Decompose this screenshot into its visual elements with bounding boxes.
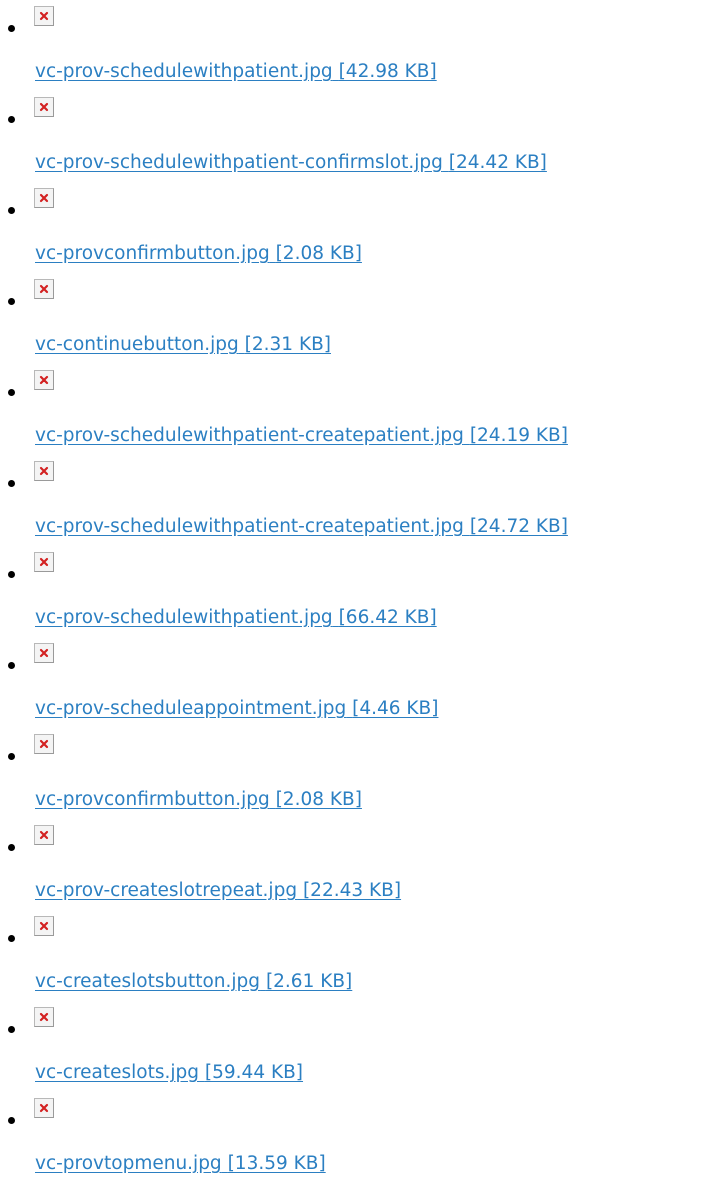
attachment-link[interactable]: vc-prov-schedulewithpatient.jpg [66.42 KB] (35, 607, 437, 628)
list-item (0, 364, 713, 455)
attachment-link[interactable]: vc-provconfirmbutton.jpg [2.08 KB] (35, 789, 362, 810)
attachment-link[interactable]: vc-continuebutton.jpg [2.31 KB] (35, 334, 331, 355)
list-item (0, 1001, 713, 1092)
attachment-link[interactable]: vc-provconfirmbutton.jpg [2.08 KB] (35, 243, 362, 264)
broken-image-icon[interactable] (34, 552, 54, 572)
attachment-link[interactable]: vc-createslots.jpg [59.44 KB] (35, 1062, 304, 1083)
list-item (0, 0, 713, 91)
bullet-icon (8, 935, 15, 942)
broken-image-icon[interactable] (34, 188, 54, 208)
broken-image-icon[interactable] (34, 1007, 54, 1027)
bullet-icon (8, 1117, 15, 1124)
broken-image-icon[interactable] (34, 97, 54, 117)
bullet-icon (8, 571, 15, 578)
list-item (0, 637, 713, 728)
list-item (0, 819, 713, 910)
attachment-link[interactable]: vc-prov-schedulewithpatient-createpatient.jpg [24.19 KB] (35, 425, 568, 446)
broken-image-icon[interactable] (34, 643, 54, 663)
broken-image-icon[interactable] (34, 279, 54, 299)
list-item (0, 182, 713, 273)
bullet-icon (8, 1026, 15, 1033)
attachment-link[interactable]: vc-prov-scheduleappointment.jpg [4.46 KB] (35, 698, 439, 719)
broken-image-icon[interactable] (34, 825, 54, 845)
attachment-link[interactable]: vc-prov-schedulewithpatient.jpg [42.98 KB] (35, 61, 437, 82)
broken-image-icon[interactable] (34, 461, 54, 481)
broken-image-icon[interactable] (34, 1098, 54, 1118)
attachment-link[interactable]: vc-prov-createslotrepeat.jpg [22.43 KB] (35, 880, 402, 901)
list-item (0, 546, 713, 637)
bullet-icon (8, 753, 15, 760)
bullet-icon (8, 207, 15, 214)
list-item (0, 910, 713, 1001)
bullet-icon (8, 25, 15, 32)
bullet-icon (8, 298, 15, 305)
attachment-link[interactable]: vc-createslotsbutton.jpg [2.61 KB] (35, 971, 353, 992)
list-item (0, 728, 713, 819)
list-item (0, 273, 713, 364)
attachment-link[interactable]: vc-prov-schedulewithpatient-createpatient.jpg [24.72 KB] (35, 516, 568, 537)
list-item (0, 1092, 713, 1183)
broken-image-icon[interactable] (34, 734, 54, 754)
bullet-icon (8, 662, 15, 669)
bullet-icon (8, 844, 15, 851)
list-item (0, 91, 713, 182)
attachment-link[interactable]: vc-prov-schedulewithpatient-confirmslot.jpg [24.42 KB] (35, 152, 547, 173)
bullet-icon (8, 480, 15, 487)
bullet-icon (8, 116, 15, 123)
bullet-icon (8, 389, 15, 396)
broken-image-icon[interactable] (34, 6, 54, 26)
broken-image-icon[interactable] (34, 916, 54, 936)
list-item (0, 455, 713, 546)
broken-image-icon[interactable] (34, 370, 54, 390)
attachment-link[interactable]: vc-provtopmenu.jpg [13.59 KB] (35, 1153, 326, 1174)
